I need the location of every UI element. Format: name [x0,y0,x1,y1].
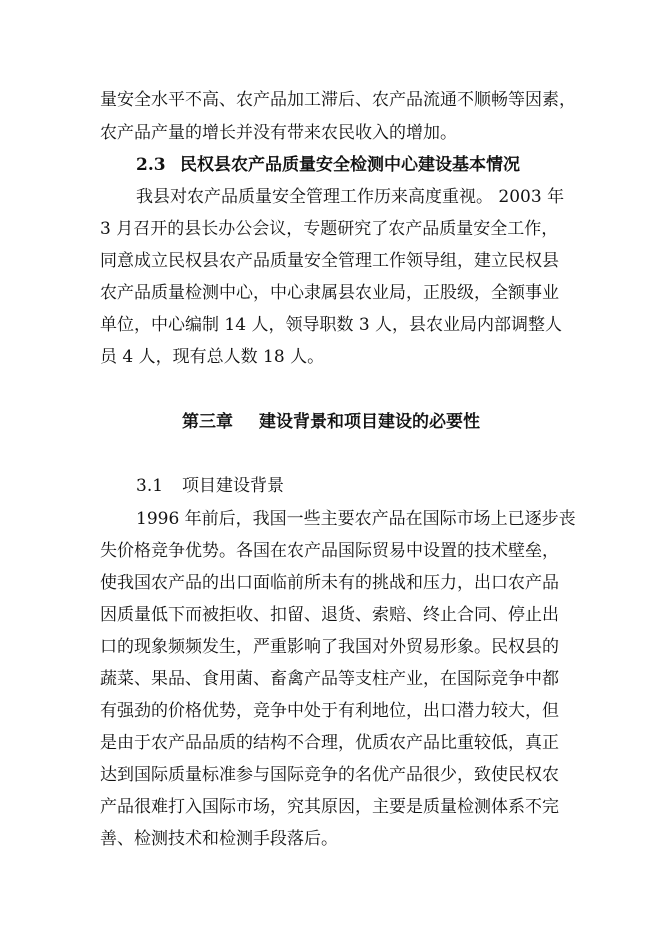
paragraph-line: 员 4 人，现有总人数 18 人。 [100,347,325,367]
paragraph-line: 农产品质量检测中心，中心隶属县农业局，正股级，全额事业 [100,283,559,303]
paragraph-line: 农产品产量的增长并没有带来农民收入的增加。 [100,123,457,143]
chapter-title: 建设背景和项目建设的必要性 [259,412,480,432]
paragraph-line: 同意成立民权县农产品质量安全管理工作领导组，建立民权县 [100,251,559,271]
section-heading-3-1 [136,475,284,497]
section-number: 3.1 [136,476,164,496]
chapter-heading [0,411,662,433]
paragraph-line: 蔬菜、果品、食用菌、畜禽产品等支柱产业，在国际竞争中都 [100,669,559,689]
paragraph-line: 单位，中心编制 14 人，领导职数 3 人，县农业局内部调整人 [100,315,563,335]
paragraph-line: 达到国际质量标准参与国际竞争的名优产品很少，致使民权农 [100,765,559,785]
chapter-label: 第三章 [182,412,233,432]
paragraph-line: 3 月召开的县长办公会议，专题研究了农产品质量安全工作， [100,219,559,239]
paragraph-line: 是由于农产品品质的结构不合理，优质农产品比重较低，真正 [100,733,559,753]
section-number: 2.3 [136,155,166,175]
paragraph-line: 有强劲的价格优势，竞争中处于有利地位，出口潜力较大，但 [100,701,559,721]
section-title: 民权县农产品质量安全检测中心建设基本情况 [180,155,520,175]
paragraph-line: 口的现象频频发生，严重影响了我国对外贸易形象。民权县的 [100,637,559,657]
paragraph-line: 善、检测技术和检测手段落后。 [100,829,338,849]
paragraph-line: 产品很难打入国际市场，究其原因，主要是质量检测体系不完 [100,797,559,817]
paragraph-line: 1996 年前后，我国一些主要农产品在国际市场上已逐步丧 [136,509,576,529]
paragraph-line: 量安全水平不高、农产品加工滞后、农产品流通不顺畅等因素， [100,90,576,110]
paragraph-line: 失价格竞争优势。各国在农产品国际贸易中设置的技术壁垒， [100,541,559,561]
section-title: 项目建设背景 [182,476,284,496]
section-heading-2-3 [136,154,520,176]
paragraph-line: 因质量低下而被拒收、扣留、退货、索赔、终止合同、停止出 [100,605,559,625]
paragraph-line: 我县对农产品质量安全管理工作历来高度重视。 2003 年 [136,187,565,207]
paragraph-line: 使我国农产品的出口面临前所未有的挑战和压力，出口农产品 [100,573,559,593]
